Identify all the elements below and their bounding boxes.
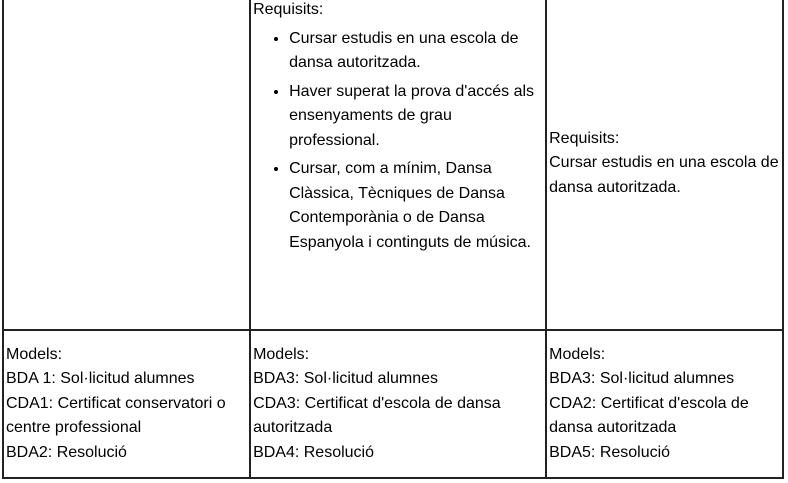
requirements-heading: Requisits:	[253, 1, 324, 18]
requirements-table	[2, 0, 784, 479]
model-line: BDA4: Resolució	[253, 443, 375, 461]
table-cell-requirements-school	[546, 0, 783, 330]
model-line: BDA 1: Sol·licitud alumnes	[6, 370, 195, 388]
table-cell-models-professional	[250, 330, 546, 478]
table-cell-models-school	[546, 330, 783, 478]
model-line: BDA3: Sol·licitud alumnes	[253, 370, 439, 388]
requirements-heading: Requisits:	[549, 129, 620, 147]
table-row-requirements	[3, 0, 783, 330]
list-item: • Cursar, com a mínim, Dansa Clàssica, Tècniques de Dansa Contemporània o de Dansa Espanyola i continguts de música.	[289, 157, 543, 255]
model-line: CDA1: Certificat conservatori o centre professional	[6, 394, 226, 437]
list-item: • Cursar estudis en una escola de dansa autoritzada.	[289, 27, 543, 76]
model-line: BDA3: Sol·licitud alumnes	[549, 370, 735, 388]
table-row-models	[3, 330, 783, 478]
table-cell-requirements-professional	[250, 0, 546, 330]
models-heading: Models:	[253, 345, 310, 363]
models-heading: Models:	[6, 345, 63, 363]
requirements-text: Cursar estudis en una escola de dansa autoritzada.	[549, 154, 779, 196]
table-cell-models-conservatory	[3, 330, 250, 478]
model-line: BDA2: Resolució	[6, 443, 127, 461]
table-cell-empty	[3, 0, 250, 330]
list-item: • Haver superat la prova d'accés als ensenyaments de grau professional.	[289, 80, 543, 154]
model-line: CDA3: Certificat d'escola de dansa autoritzada	[253, 394, 501, 437]
model-line: CDA2: Certificat d'escola de dansa autoritzada	[549, 394, 749, 437]
models-heading: Models:	[549, 345, 606, 363]
model-line: BDA5: Resolució	[549, 443, 671, 461]
requirements-list	[253, 27, 543, 256]
